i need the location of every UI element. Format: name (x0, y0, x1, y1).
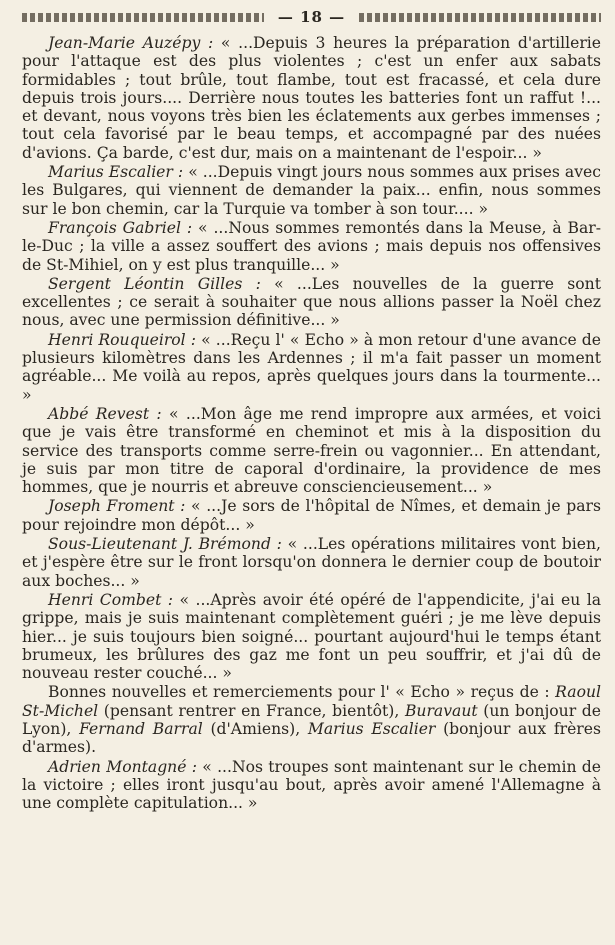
letter-text: « ...Depuis 3 heures la préparation d'artillerie pour l'attaque est des plus violentes ; c'est un enfer aux sabats formidables ; tout brûle, tout flambe, tout est fracassé, et cela dure depuis trois jours.... Derrière nous toutes les batteries font un raffut !... et devant, nous voyons très bien les éclatements aux gerbes immenses ; tout cela favorisé par le beau temps, et accompagné par des nuées d'avions. Ça barde, c'est dur, mais on a maintenant de l'espoir... » (22, 34, 601, 162)
sender-name: François Gabriel : (48, 218, 193, 237)
sender-name: Buravaut (404, 701, 478, 720)
ornament-left (22, 13, 264, 22)
sender-name: Henri Rouqueirol : (48, 330, 197, 349)
letter-entry (22, 331, 601, 404)
sender-name: Abbé Revest : (48, 404, 162, 423)
letter-entry (22, 758, 601, 813)
sender-name: Raoul St-Michel (22, 683, 601, 720)
sender-name: Henri Combet : (48, 590, 174, 609)
thanks-intro: Bonnes nouvelles et remerciements pour l' « Echo » reçus de : (48, 683, 556, 702)
letter-text: « ...Reçu l' « Echo » à mon retour d'une avance de plusieurs kilomètres dans les Ardennes ; il m'a fait passer un moment agréable... Me voilà au repos, après quelques jours dans la tourmente... » (22, 330, 602, 404)
sender-name: Sergent Léontin Gilles : (48, 274, 261, 293)
letter-entry (22, 591, 601, 682)
letter-entry (22, 497, 601, 534)
sender-name: Sous-Lieutenant J. Brémond : (48, 535, 282, 554)
letter-text: « ...Après avoir été opéré de l'appendicite, j'ai eu la grippe, mais je suis maintenant complètement guéri ; je me lève depuis hier... je suis toujours bien soigné... pourtant aujourd'hui le temps étant brumeux, les brûlures des gaz me font un peu souffrir, et j'ai dû de nouveau rester couché... » (22, 590, 602, 683)
sender-name: Marius Escalier : (48, 163, 184, 182)
page-header (22, 4, 601, 30)
letter-entry (22, 34, 601, 162)
letter-text: « ...Je sors de l'hôpital de Nîmes, et demain je pars pour rejoindre mon dépôt... » (22, 497, 601, 534)
letters-column (22, 34, 601, 812)
thanks-note: (un bonjour de Lyon), (22, 701, 601, 738)
thanks-paragraph (22, 683, 601, 756)
sender-name: Fernand Barral (79, 719, 203, 738)
letter-text: « ...Nos troupes sont maintenant sur le chemin de la victoire ; elles iront jusqu'au bout, après avoir amené l'Allemagne à une complète capitulation... » (22, 757, 601, 813)
letter-entry (22, 535, 601, 590)
thanks-note: (bonjour aux frères d'armes). (22, 719, 601, 757)
letter-text: « ...Mon âge me rend impropre aux armées, et voici que je vais être transformé en cheminot et mis à la disposition du service des transports comme serre-frein ou vagonnier... En attendant, je suis par mon titre de caporal d'ordinaire, la providence de mes hommes, que je nourris et abreuve consciencieusement... » (22, 404, 601, 497)
letter-entry (22, 219, 601, 274)
thanks-note: (d'Amiens), (202, 719, 308, 738)
letter-text: « ...Nous sommes remontés dans la Meuse, à Bar-le-Duc ; la ville a assez souffert des avions ; mais depuis nos offensives de St-Mihiel, on y est plus tranquille... » (22, 218, 601, 274)
letter-entry (22, 275, 601, 330)
sender-name: Marius Escalier (307, 719, 436, 738)
letter-entry (22, 405, 601, 496)
sender-name: Adrien Montagné : (48, 757, 197, 776)
thanks-note: (pensant rentrer en France, bientôt), (98, 701, 405, 720)
sender-name: Jean-Marie Auzépy : (48, 34, 214, 52)
letter-text: « ...Depuis vingt jours nous sommes aux prises avec les Bulgares, qui viennent de demander la paix... enfin, nous sommes sur le bon chemin, car la Turquie va tomber à son tour.... » (22, 163, 601, 218)
letter-text: « ...Les opérations militaires vont bien, et j'espère être sur le front lorsqu'on donnera le dernier coup de boutoir aux boches... » (22, 535, 602, 590)
letter-text: « ...Les nouvelles de la guerre sont excellentes ; ce serait à souhaiter que nous allions passer la Noël chez nous, avec une permission définitive... » (22, 274, 601, 330)
sender-name: Joseph Froment : (48, 497, 186, 516)
ornament-right (359, 13, 601, 22)
letter-entry (22, 163, 601, 218)
page-number: — 18 — (277, 8, 346, 26)
